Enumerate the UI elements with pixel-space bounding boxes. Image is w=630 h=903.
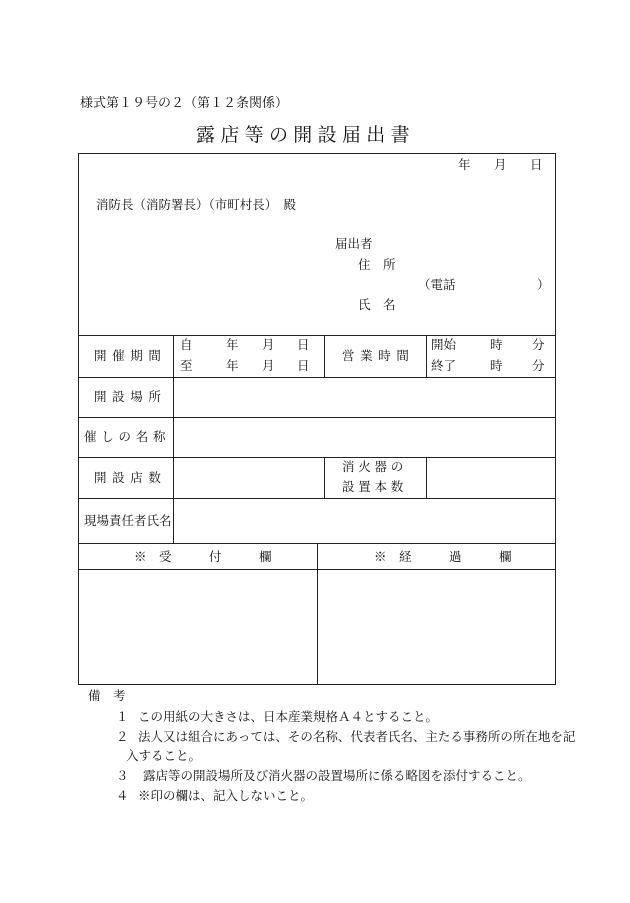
row-divider (78, 417, 556, 418)
addressee: 消防長（消防署長）（市町村長） 殿 (96, 197, 297, 212)
form-number: 様式第１９号の２（第１２条関係） (80, 96, 289, 111)
column-divider (324, 335, 325, 377)
column-divider (173, 335, 174, 543)
extinguisher-label-1: 消火器の (342, 459, 408, 474)
manager-label: 現場責任者氏名 (84, 513, 172, 528)
end-hour: 時 (490, 358, 503, 373)
note-text: この用紙の大きさは、日本産業規格Ａ４とすること。 (138, 709, 439, 724)
hours-end: 終了 (431, 358, 457, 373)
date-day-label: 日 (530, 157, 543, 172)
notes-heading: 備考 (88, 688, 139, 703)
start-minute: 分 (532, 337, 545, 352)
date-year-label: 年 (458, 157, 471, 172)
note-number: ２ (116, 729, 129, 744)
start-hour: 時 (490, 337, 503, 352)
column-divider (426, 457, 427, 498)
phone-open: （電話 (418, 277, 456, 292)
from-year: 年 (226, 337, 239, 352)
to-year: 年 (226, 358, 239, 373)
to-month: 月 (262, 358, 275, 373)
end-minute: 分 (532, 358, 545, 373)
extinguisher-label-2: 設置本数 (342, 479, 408, 494)
note-text: ※印の欄は、記入しないこと。 (138, 788, 314, 803)
progress-label: ※ 経 過 欄 (374, 549, 512, 564)
period-label: 開催期間 (94, 348, 167, 363)
column-divider (426, 335, 427, 377)
column-divider (324, 457, 325, 498)
note-text-continued: 入すること。 (126, 748, 202, 763)
row-divider (78, 457, 556, 458)
shop-count-label: 開設店数 (94, 470, 167, 485)
date-month-label: 月 (494, 157, 507, 172)
note-text: 法人又は組合にあっては、その名称、代表者氏名、主たる事務所の所在地を記 (138, 729, 576, 744)
applicant-label: 届出者 (335, 236, 373, 251)
from-day: 日 (297, 337, 310, 352)
from-month: 月 (262, 337, 275, 352)
row-divider (78, 377, 556, 378)
address-label: 住 所 (358, 257, 396, 272)
location-label: 開設場所 (94, 389, 167, 404)
period-to: 至 (180, 358, 193, 373)
to-day: 日 (297, 358, 310, 373)
hours-start: 開始 (431, 337, 457, 352)
reception-label: ※ 受 付 欄 (134, 549, 272, 564)
name-label: 氏 名 (358, 297, 396, 312)
row-divider (78, 335, 556, 336)
document-title: 露店等の開設届出書 (196, 124, 415, 146)
phone-close: ） (537, 277, 550, 292)
period-from: 自 (180, 337, 193, 352)
hours-label: 営業時間 (342, 348, 415, 363)
event-name-label: 催しの名称 (84, 429, 171, 444)
note-text: 露店等の開設場所及び消火器の設置場所に係る略図を添付すること。 (143, 768, 531, 783)
note-number: ４ (116, 788, 129, 803)
row-divider (78, 498, 556, 499)
note-number: １ (116, 709, 129, 724)
note-number: ３ (116, 768, 129, 783)
column-divider (317, 543, 318, 685)
